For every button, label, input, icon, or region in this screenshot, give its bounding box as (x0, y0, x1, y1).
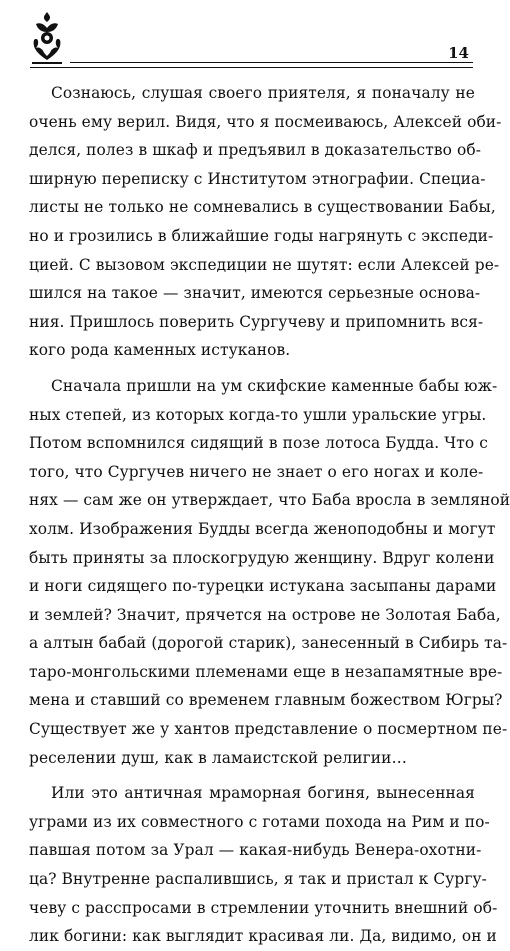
paragraph (29, 79, 502, 365)
paragraph (29, 779, 498, 951)
text-line: Сначала пришли на ум скифские каменные бабы юж- (51, 376, 498, 395)
text-line: лик богини: как выглядит красивая ли. Да, видимо, он и (29, 927, 497, 946)
text-line: и землей? Значит, прячется на острове не Золотая Баба, (29, 605, 501, 624)
text-line: шился на такое — значит, имеются серьезные основа- (29, 284, 481, 303)
text-line: очень ему верил. Видя, что я посмеиваюсь, Алексей оби- (29, 112, 502, 131)
text-line: Или это античная мраморная богиня, вынесенная (51, 784, 475, 803)
header-rule-thin (30, 67, 473, 68)
header-rule (70, 62, 473, 63)
text-line: а алтын бабай (дорогой старик), занесенный в Сибирь та- (29, 634, 508, 653)
text-line: Существует же у хантов представление о посмертном пе- (29, 720, 508, 739)
text-line: быть приняты за плоскогрудую женщину. Вдруг колени (29, 548, 495, 567)
text-line: цией. С вызовом экспедиции не шутят: если Алексей ре- (29, 255, 500, 274)
text-line: нях — сам же он утверждает, что Баба вросла в земляной (29, 491, 510, 510)
fleur-ornament-icon (30, 10, 64, 66)
text-line: холм. Изображения Будды всегда женоподобны и могут (29, 519, 496, 538)
text-line: уграми из их совместного с готами похода на Рим и по- (29, 812, 490, 831)
text-line: ширную переписку с Институтом этнографии. Специа- (29, 169, 486, 188)
text-line: кого рода каменных истуканов. (29, 341, 291, 360)
text-line: Сознаюсь, слушая своего приятеля, я поначалу не (51, 84, 475, 102)
text-line: Потом вспомнился сидящий в позе лотоса Будда. Что с (29, 434, 488, 453)
text-line: листы не только не сомневались в существовании Бабы, (29, 198, 496, 217)
text-line: ных степей, из которых когда-то ушли уральские угры. (29, 405, 487, 424)
body-text (29, 79, 510, 951)
text-line: реселении душ, как в ламаистской религии… (29, 748, 407, 767)
text-line: делся, полез в шкаф и предъявил в доказательство об- (29, 141, 482, 160)
text-line: и ноги сидящего по-турецки истукана засыпаны дарами (29, 577, 497, 596)
text-line: ца? Внутренне распалившись, я так и пристал к Сургу- (29, 870, 487, 889)
text-line: таро-монгольскими племенами еще в незапамятные вре- (29, 662, 503, 681)
paragraph (29, 372, 510, 772)
page-number: 14 (448, 44, 469, 62)
text-line: мена и ставший со временем главным божеством Югры? (29, 691, 503, 710)
text-line: ния. Пришлось поверить Сургучеву и припомнить вся- (29, 312, 484, 331)
text-line: чеву с расспросами в стремлении уточнить внешний об- (29, 898, 498, 917)
text-line: того, что Сургучев ничего не знает о его ногах и коле- (29, 462, 484, 481)
text-line: но и грозились в ближайшие годы нагрянуть с экспеди- (29, 226, 494, 245)
text-line: павшая потом за Урал — какая-нибудь Венера-охотни- (29, 841, 482, 860)
